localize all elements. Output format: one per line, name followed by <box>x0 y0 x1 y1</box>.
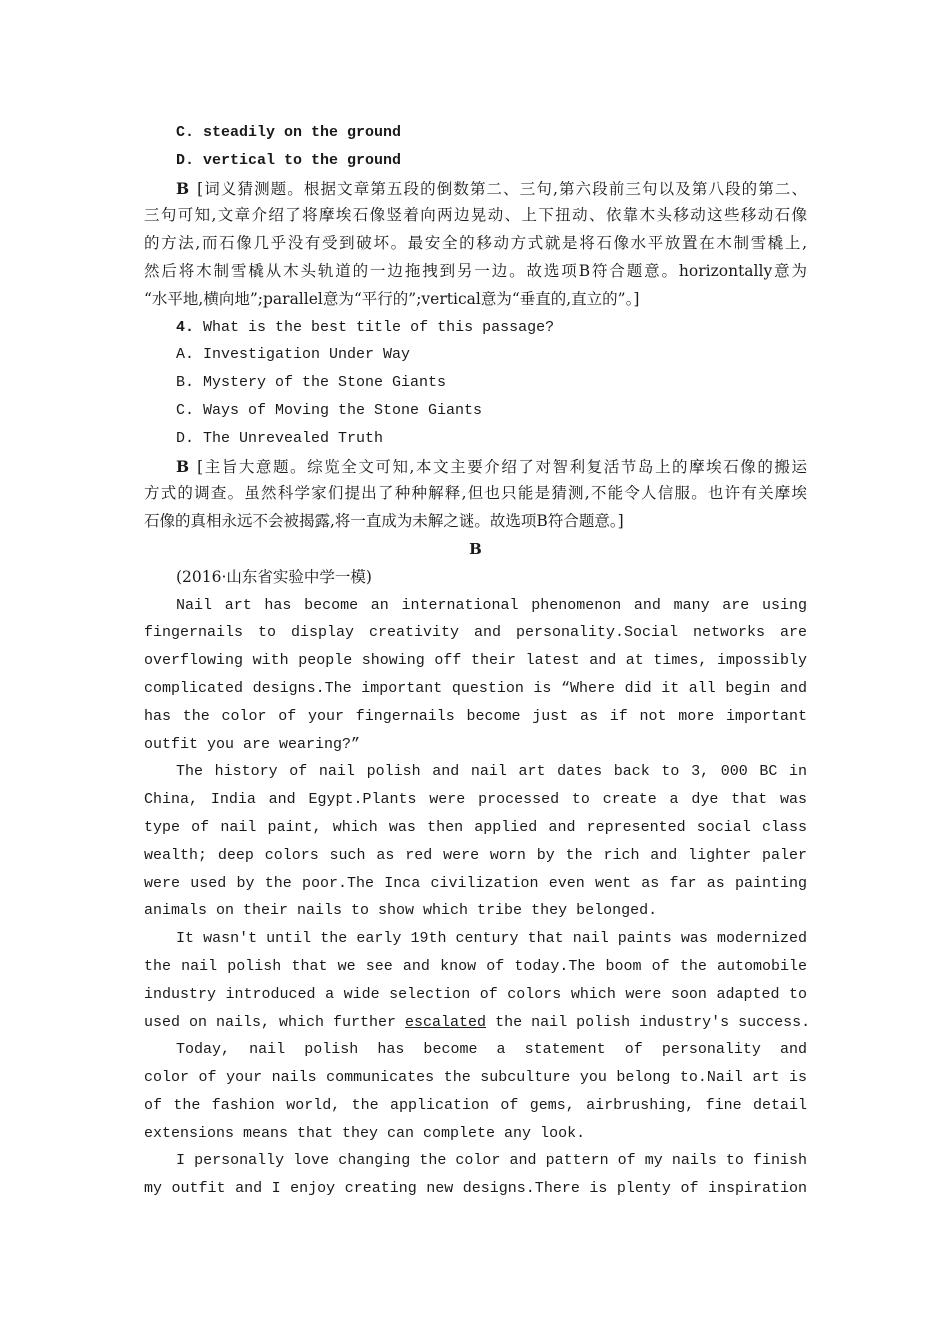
p1-line-3: overflowing with people showing off their latest and at times, impossibly <box>144 652 807 670</box>
p3-line-1: It wasn't until the early 19th century that nail paints was modernized <box>176 930 807 948</box>
q3-explanation-line-5: “水平地,横向地”;parallel意为“平行的”;vertical意为“垂直的,直立的”。] <box>144 289 640 308</box>
p1-line-5: has the color of your fingernails become just as if not more important <box>144 707 807 725</box>
p1-line-6: outfit you are wearing?” <box>144 735 361 753</box>
p2-line-6: animals on their nails to show which tribe they belonged. <box>144 902 658 920</box>
p3-line-2: the nail polish that we see and know of today.The boom of the automobile <box>144 957 807 975</box>
p4-line-2: color of your nails communicates the subculture you belong to.Nail art is <box>144 1069 807 1087</box>
q4-explanation-line-2: 方式的调查。虽然科学家们提出了种种解释,但也只能是猜测,不能令人信服。也许有关摩埃 <box>144 484 807 503</box>
q4-option-b: B. Mystery of the Stone Giants <box>176 374 447 392</box>
q4-explanation-line-1 <box>144 453 807 481</box>
section-heading: B <box>469 539 482 558</box>
p1-line-4: complicated designs.The important question is “Where did it all begin and <box>144 679 807 697</box>
underlined-word-escalated: escalated <box>405 1013 487 1031</box>
q3-option-c: C. steadily on the ground <box>176 124 402 141</box>
q3-explanation-line-4: 然后将木制雪橇从木头轨道的一边拖拽到另一边。故选项B符合题意。horizontally意为 <box>144 261 807 280</box>
p2-line-2: China, India and Egypt.Plants were processed to create a dye that was <box>144 791 807 809</box>
section-source: (2016·山东省实验中学一模) <box>176 567 372 586</box>
q4-question: What is the best title of this passage? <box>203 318 555 336</box>
p2-line-3: type of nail paint, which was then applied and represented social class <box>144 818 807 836</box>
q4-option-a: A. Investigation Under Way <box>176 346 411 364</box>
p2-line-1: The history of nail polish and nail art dates back to 3, 000 BC in <box>176 763 807 781</box>
q3-answer-letter: B <box>176 178 190 198</box>
p4-line-4: extensions means that they can complete any look. <box>144 1124 586 1142</box>
q4-question-line <box>144 314 807 342</box>
p3-line-4-after: the nail polish industry's success. <box>486 1013 811 1031</box>
p3-line-4-before: used on nails, which further <box>144 1013 406 1031</box>
p4-line-3: of the fashion world, the application of gems, airbrushing, fine detail <box>144 1096 807 1114</box>
p5-line-1: I personally love changing the color and pattern of my nails to finish <box>176 1152 807 1170</box>
q4-option-d: D. The Unrevealed Truth <box>176 429 384 447</box>
q3-explanation-line-3: 的方法,而石像几乎没有受到破坏。最安全的移动方式就是将石像水平放置在木制雪橇上, <box>144 234 807 253</box>
p2-line-4: wealth; deep colors such as red were worn by the rich and lighter paler <box>144 846 807 864</box>
q4-number: 4. <box>176 318 195 336</box>
q3-explanation-line-1 <box>144 175 807 203</box>
p4-line-1: Today, nail polish has become a statement of personality and <box>176 1041 807 1059</box>
q4-option-c: C. Ways of Moving the Stone Giants <box>176 401 483 419</box>
q4-answer-letter: B <box>176 456 190 476</box>
q3-explanation-text-1: [词义猜测题。根据文章第五段的倒数第二、三句,第六段前三句以及第八段的第二、 <box>197 179 807 198</box>
q3-explanation-line-2: 三句可知,文章介绍了将摩埃石像竖着向两边晃动、上下扭动、依靠木头移动这些移动石像 <box>144 206 807 225</box>
p1-line-1: Nail art has become an international phenomenon and many are using <box>176 596 807 614</box>
q4-explanation-line-3: 石像的真相永远不会被揭露,将一直成为未解之谜。故选项B符合题意。] <box>144 512 624 531</box>
document-page <box>144 119 811 1203</box>
p1-line-2: fingernails to display creativity and personality.Social networks are <box>144 624 807 642</box>
q3-option-d: D. vertical to the ground <box>176 151 402 169</box>
p3-line-4 <box>144 1009 811 1037</box>
p3-line-3: industry introduced a wide selection of colors which were soon adapted to <box>144 985 807 1003</box>
p2-line-5: were used by the poor.The Inca civilization even went as far as painting <box>144 874 807 892</box>
p5-line-2: my outfit and I enjoy creating new designs.There is plenty of inspiration <box>144 1180 807 1198</box>
q4-explanation-text-1: [主旨大意题。综览全文可知,本文主要介绍了对智利复活节岛上的摩埃石像的搬运 <box>197 457 807 476</box>
